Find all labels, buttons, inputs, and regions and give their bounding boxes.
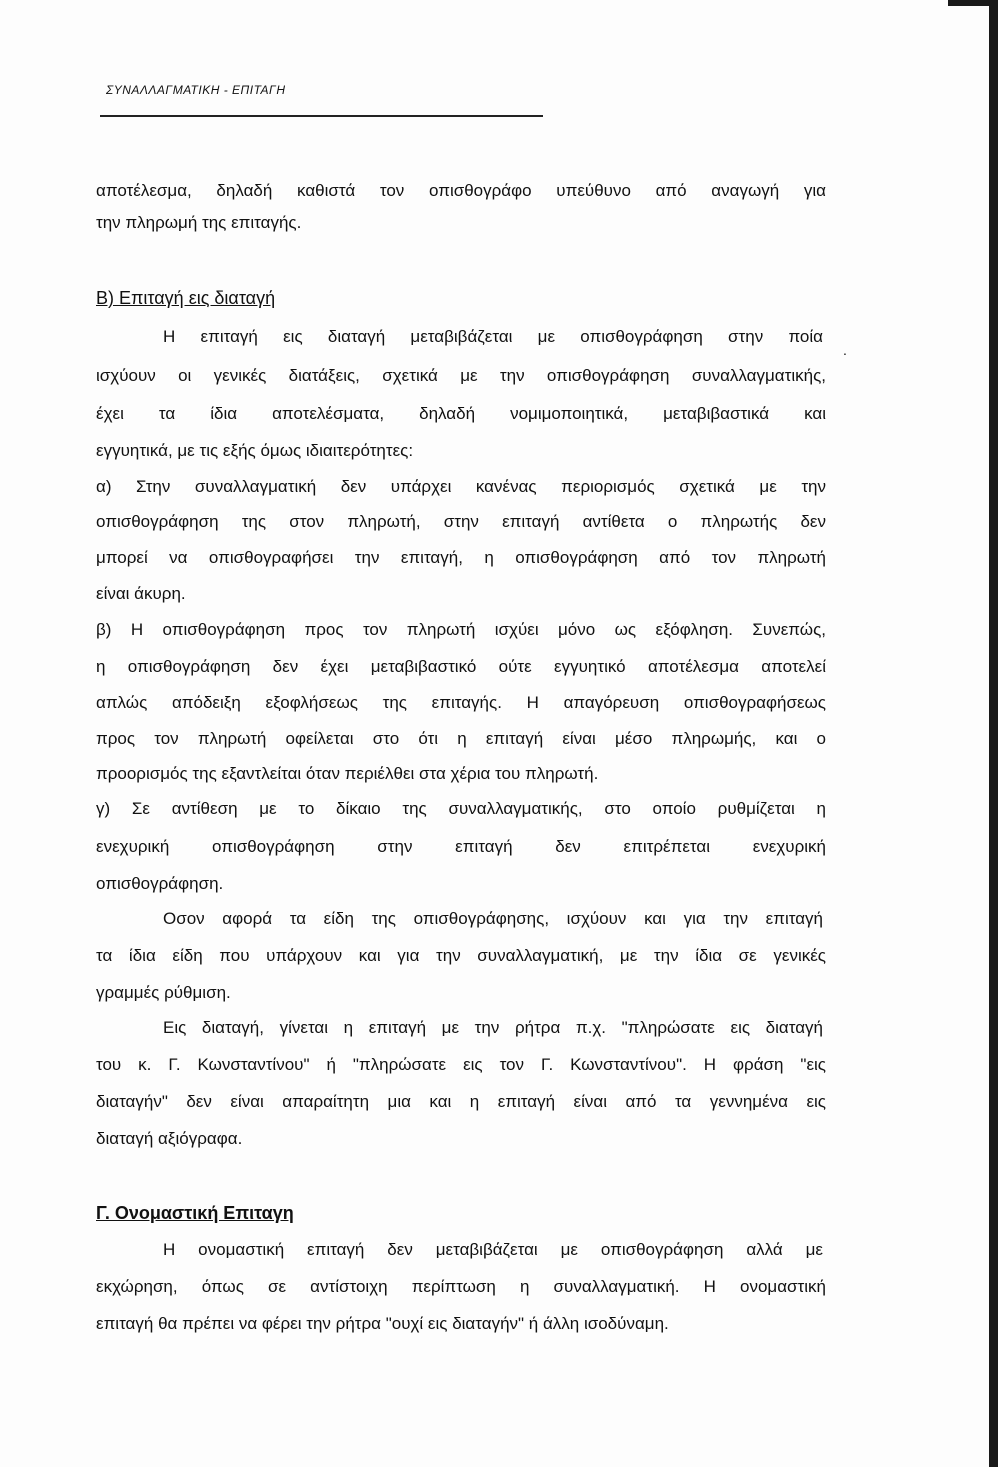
paragraph-line: προορισμός της εξαντλείται όταν περιέλθει στα χέρια του πληρωτή. <box>96 764 599 783</box>
paragraph-line: προς τον πληρωτή οφείλεται στο ότι η επιταγή είναι μέσο πληρωμής, και ο <box>96 729 826 748</box>
scan-edge-top <box>948 0 998 6</box>
paragraph-line: Εις διαταγή, γίνεται η επιταγή με την ρήτρα π.χ. "πληρώσατε εις διαταγή <box>163 1018 823 1037</box>
paragraph-line: β) Η οπισθογράφηση προς τον πληρωτή ισχύει μόνο ως εξόφληση. Συνεπώς, <box>96 620 826 639</box>
paragraph-line: την πληρωμή της επιταγής. <box>96 213 302 232</box>
paragraph-line: η οπισθογράφηση δεν έχει μεταβιβαστικό ούτε εγγυητικό αποτέλεσμα αποτελεί <box>96 657 826 676</box>
header-rule <box>100 115 543 117</box>
paragraph-line: αποτέλεσμα, δηλαδή καθιστά τον οπισθογράφο υπεύθυνο από αναγωγή για <box>96 181 826 200</box>
paragraph-line: ισχύουν οι γενικές διατάξεις, σχετικά με την οπισθογράφηση συναλλαγματικής, <box>96 366 826 385</box>
paragraph-line: διαταγή αξιόγραφα. <box>96 1129 243 1148</box>
paragraph-line: του κ. Γ. Κωνσταντίνου" ή "πληρώσατε εις τον Γ. Κωνσταντίνου". Η φράση "εις <box>96 1055 826 1074</box>
paragraph-line: απλώς απόδειξη εξοφλήσεως της επιταγής. Η απαγόρευση οπισθογραφήσεως <box>96 693 826 712</box>
paragraph-line: μπορεί να οπισθογραφήσει την επιταγή, η οπισθογράφηση από τον πληρωτή <box>96 548 826 567</box>
paragraph-line: ενεχυρική οπισθογράφηση στην επιταγή δεν επιτρέπεται ενεχυρική <box>96 837 826 856</box>
paragraph-line: γ) Σε αντίθεση με το δίκαιο της συναλλαγματικής, στο οποίο ρυθμίζεται η <box>96 799 826 818</box>
paragraph-line: α) Στην συναλλαγματική δεν υπάρχει κανένας περιορισμός σχετικά με την <box>96 477 826 496</box>
paragraph-line: επιταγή θα πρέπει να φέρει την ρήτρα "ουχί εις διαταγήν" ή άλλη ισοδύναμη. <box>96 1314 669 1333</box>
section-heading: Β) Επιταγή εις διαταγή <box>96 288 276 308</box>
paragraph-line: Η ονομαστική επιταγή δεν μεταβιβάζεται με οπισθογράφηση αλλά με <box>163 1240 823 1259</box>
paragraph-line: οπισθογράφηση της στον πληρωτή, στην επιταγή αντίθετα ο πληρωτής δεν <box>96 512 826 531</box>
paragraph-line: διαταγήν" δεν είναι απαραίτητη μια και η επιταγή είναι από τα γεννημένα εις <box>96 1092 826 1111</box>
section-heading: Γ. Ονομαστική Επιταγη <box>96 1203 294 1223</box>
paragraph-line: τα ίδια είδη που υπάρχουν και για την συναλλαγματική, με την ίδια σε γενικές <box>96 946 826 965</box>
paragraph-line: εκχώρηση, όπως σε αντίστοιχη περίπτωση η συναλλαγματική. Η ονομαστική <box>96 1277 826 1296</box>
paragraph-line: έχει τα ίδια αποτελέσματα, δηλαδή νομιμοποιητικά, μεταβιβαστικά και <box>96 404 826 423</box>
paragraph-line: εγγυητικά, με τις εξής όμως ιδιαιτερότητες: <box>96 441 414 460</box>
paragraph-line: είναι άκυρη. <box>96 584 186 603</box>
scan-edge <box>989 0 998 1467</box>
paragraph-line: οπισθογράφηση. <box>96 874 224 893</box>
running-header: ΣΥΝΑΛΛΑΓΜΑΤΙΚΗ - ΕΠΙΤΑΓΗ <box>106 83 286 97</box>
paragraph-line: Οσον αφορά τα είδη της οπισθογράφησης, ισχύουν και για την επιταγή <box>163 909 823 928</box>
paragraph-line: Η επιταγή εις διαταγή μεταβιβάζεται με οπισθογράφηση στην ποία <box>163 327 823 346</box>
margin-mark: . <box>843 342 847 358</box>
paragraph-line: γραμμές ρύθμιση. <box>96 983 231 1002</box>
